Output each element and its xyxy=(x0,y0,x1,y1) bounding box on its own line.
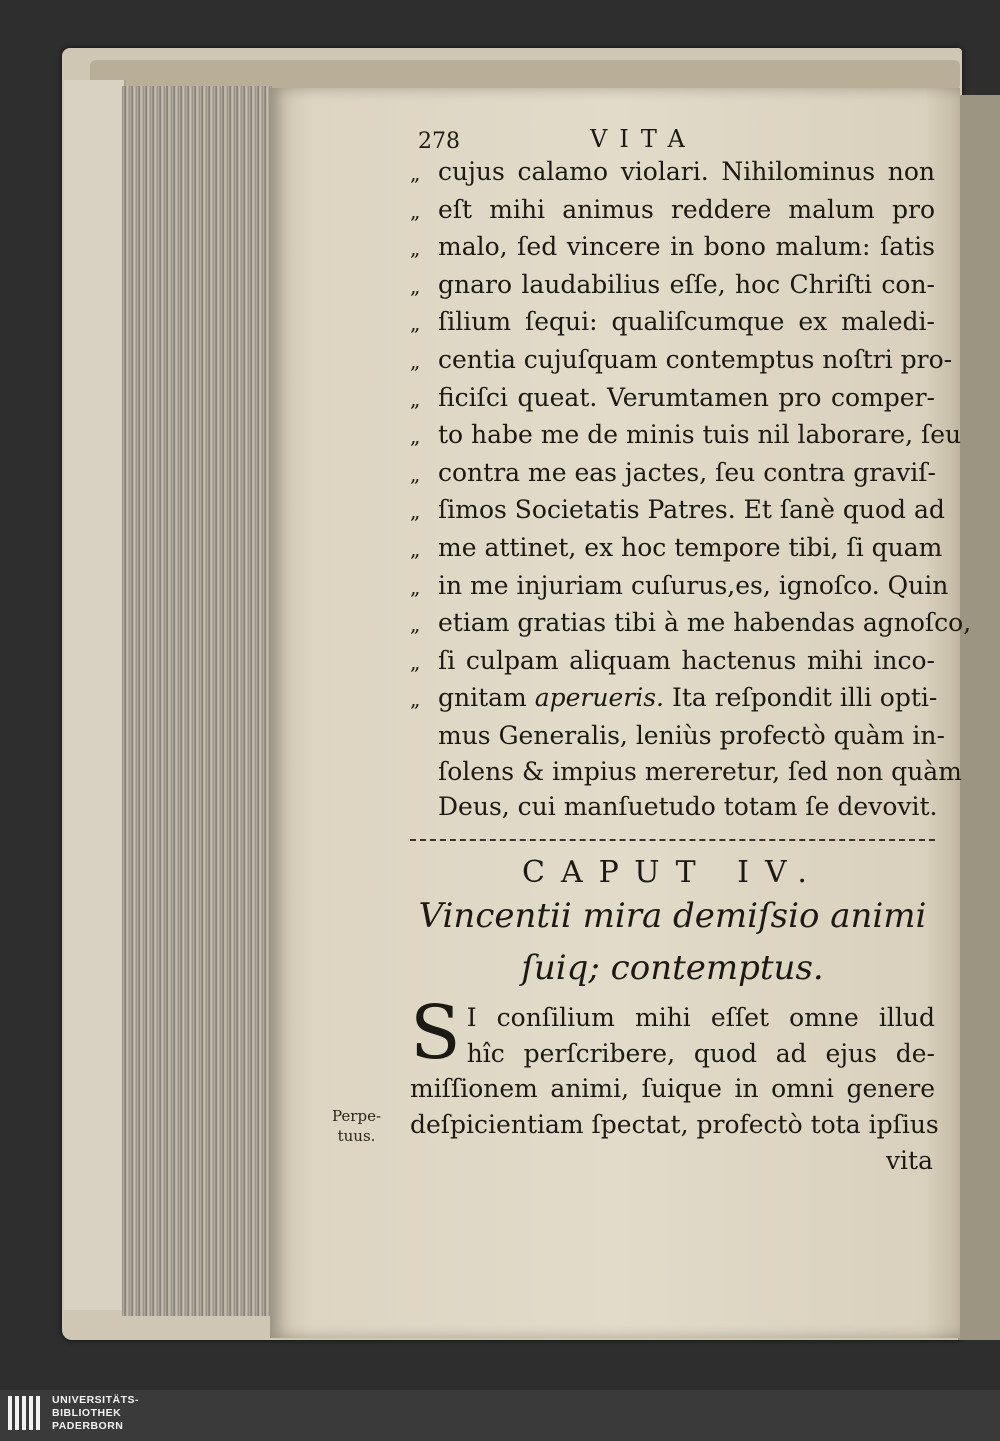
catchword: vita xyxy=(885,1145,933,1175)
quote-mark: „ xyxy=(410,424,421,449)
text-line xyxy=(410,229,935,267)
library-name-line-2: BIBLIOTHEK xyxy=(52,1407,122,1419)
footer-bar xyxy=(0,1390,1000,1441)
running-title: VITA xyxy=(590,125,697,153)
text-line xyxy=(467,1036,935,1072)
indent xyxy=(410,789,438,825)
text-line-content: gnaro laudabilius eſſe, hoc Chriſti con- xyxy=(438,269,935,299)
quote-mark: „ xyxy=(410,649,421,674)
text-line-content: centia cujuſquam contemptus noſtri pro- xyxy=(438,344,953,374)
text-line xyxy=(410,1107,939,1143)
text-line xyxy=(410,568,949,606)
text-line-content: Deus, cui manſuetudo totam ſe devovit. xyxy=(438,792,938,822)
quote-mark: „ xyxy=(410,687,421,712)
text-line xyxy=(410,680,938,718)
running-head xyxy=(410,124,935,154)
book-spine xyxy=(64,80,126,1310)
text-line xyxy=(410,718,945,754)
quote-mark: „ xyxy=(410,198,421,223)
text-line-content: ſimos Societatis Patres. Et ſanè quod ad xyxy=(438,495,945,525)
text-line-content: me attinet, ex hoc tempore tibi, ſi quam xyxy=(438,532,943,562)
text-line xyxy=(410,754,962,790)
text-line-content: deſpicientiam ſpectat, profectò tota ipſius xyxy=(410,1110,939,1140)
margin-note xyxy=(332,1106,381,1146)
margin-note-line-1: Perpe- xyxy=(332,1107,382,1125)
text-line xyxy=(410,1071,935,1107)
quote-mark: „ xyxy=(410,499,421,524)
library-name xyxy=(52,1394,139,1433)
quote-mark: „ xyxy=(410,273,421,298)
text-line-content: in me injuriam cuſurus,es, ignoſco. Quin xyxy=(438,570,949,600)
text-line xyxy=(410,342,953,380)
page-number: 278 xyxy=(418,129,460,154)
text-line xyxy=(467,1000,935,1036)
quote-mark: „ xyxy=(410,161,421,185)
text-line xyxy=(410,455,935,493)
facing-page-edge xyxy=(958,95,1000,1340)
section-rule xyxy=(410,839,935,841)
library-logo-icon xyxy=(8,1396,48,1434)
indent xyxy=(410,754,438,790)
text-line-content: mus Generalis, leniùs profectò quàm in- xyxy=(438,720,945,750)
quote-mark: „ xyxy=(410,311,421,336)
library-name-line-1: UNIVERSITÄTS- xyxy=(52,1394,140,1406)
text-line xyxy=(410,304,935,342)
text-line xyxy=(410,417,962,455)
text-line xyxy=(410,380,935,418)
text-line-content: hîc perſcribere, quod ad ejus de- xyxy=(466,1038,935,1068)
text-line-content: eſt mihi animus reddere malum pro xyxy=(438,194,935,224)
text-line-content: etiam gratias tibi à me habendas agnoſco, xyxy=(438,608,972,638)
quote-mark: „ xyxy=(410,536,421,561)
chapter-body xyxy=(410,990,939,1178)
text-line-content: ſilium ſequi: qualiſcumque ex maledi- xyxy=(438,307,935,337)
text-line-content: cujus calamo violari. Nihilominus non xyxy=(438,157,935,186)
text-line-content: contra me eas jactes, ſeu contra graviſ- xyxy=(438,457,936,487)
library-name-line-3: PADERBORN xyxy=(52,1420,124,1432)
quote-mark: „ xyxy=(410,461,421,486)
text-line xyxy=(410,154,935,192)
text-line-content: miſſionem animi, ſuique in omni genere xyxy=(410,1074,935,1104)
quote-mark: „ xyxy=(410,612,421,637)
text-line xyxy=(410,605,972,643)
drop-cap: S xyxy=(410,990,461,1077)
text-line-content xyxy=(438,680,937,718)
plain-text-rest: Ita reſpondit illi opti- xyxy=(671,683,938,713)
book-page xyxy=(270,88,972,1338)
text-line-content: I conſilium mihi eſſet omne illud xyxy=(466,1003,935,1033)
quote-mark: „ xyxy=(410,386,421,411)
text-line-content: ficiſci queat. Verumtamen pro comper- xyxy=(438,382,935,412)
margin-note-line-2: tuus. xyxy=(337,1127,376,1145)
text-line xyxy=(410,267,935,305)
quoted-passage xyxy=(410,154,972,680)
text-line xyxy=(410,530,943,568)
text-line xyxy=(410,492,945,530)
chapter-heading: CAPUT IV. xyxy=(522,854,823,890)
chapter-subtitle-line-1: Vincentii mira demiſsio animi xyxy=(418,896,927,937)
quote-mark: „ xyxy=(410,236,421,261)
indent xyxy=(410,718,438,754)
page-text xyxy=(410,124,972,1178)
plain-text: gnitam xyxy=(438,683,527,713)
text-line-content: malo, ſed vincere in bono malum: ſatis xyxy=(438,232,935,262)
text-line-content: ſi culpam aliquam hactenus mihi inco- xyxy=(438,645,935,675)
page-block-edge xyxy=(122,86,272,1316)
quote-mark: „ xyxy=(410,348,421,373)
italic-word: aperueris. xyxy=(534,683,664,713)
text-line xyxy=(410,643,935,681)
quote-mark: „ xyxy=(410,574,421,599)
text-line xyxy=(410,192,935,230)
chapter-subtitle-line-2: ſuiq; contemptus. xyxy=(521,948,824,989)
text-line-content: ſolens & impius mereretur, ſed non quàm xyxy=(438,756,962,786)
text-line xyxy=(410,789,938,825)
text-line-content: to habe me de minis tuis nil laborare, ſeu xyxy=(438,420,962,450)
